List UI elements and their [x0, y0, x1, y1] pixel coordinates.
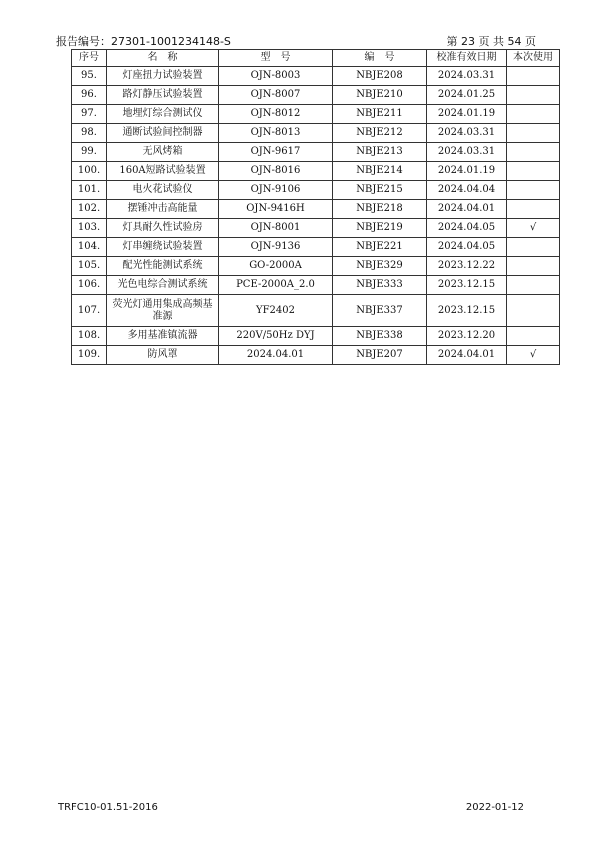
- cell-index: 99.: [72, 143, 107, 162]
- cell-date: 2024.03.31: [427, 67, 507, 86]
- cell-used: [507, 162, 560, 181]
- cell-index: 96.: [72, 86, 107, 105]
- cell-name: 无风烤箱: [107, 143, 219, 162]
- cell-code: NBJE215: [333, 181, 427, 200]
- cell-index: 103.: [72, 219, 107, 238]
- cell-model: OJN-9416H: [219, 200, 333, 219]
- table-row: [72, 181, 560, 200]
- cell-index: 108.: [72, 327, 107, 346]
- cell-code: NBJE219: [333, 219, 427, 238]
- cell-code: NBJE211: [333, 105, 427, 124]
- equipment-table: [71, 49, 560, 365]
- cell-index: 105.: [72, 257, 107, 276]
- col-header-model: 型 号: [219, 50, 333, 67]
- cell-index: 100.: [72, 162, 107, 181]
- cell-model: OJN-8012: [219, 105, 333, 124]
- col-header-name: 名 称: [107, 50, 219, 67]
- cell-code: NBJE221: [333, 238, 427, 257]
- cell-used: [507, 327, 560, 346]
- cell-name: 地埋灯综合测试仪: [107, 105, 219, 124]
- cell-name: 灯具耐久性试验房: [107, 219, 219, 238]
- form-code: TRFC10-01.51-2016: [58, 802, 158, 813]
- col-header-used: 本次使用: [507, 50, 560, 67]
- cell-date: 2024.01.19: [427, 162, 507, 181]
- cell-used: [507, 238, 560, 257]
- cell-used: [507, 67, 560, 86]
- cell-name: 160A短路试验装置: [107, 162, 219, 181]
- cell-index: 95.: [72, 67, 107, 86]
- cell-code: NBJE214: [333, 162, 427, 181]
- cell-name: 摆锤冲击高能量: [107, 200, 219, 219]
- cell-code: NBJE210: [333, 86, 427, 105]
- cell-code: NBJE218: [333, 200, 427, 219]
- cell-used: √: [507, 346, 560, 365]
- table-row: [72, 295, 560, 327]
- cell-code: NBJE213: [333, 143, 427, 162]
- cell-model: PCE-2000A_2.0: [219, 276, 333, 295]
- cell-name: 荧光灯通用集成高频基准源: [107, 295, 219, 327]
- cell-model: OJN-9617: [219, 143, 333, 162]
- cell-used: [507, 276, 560, 295]
- table-row: [72, 346, 560, 365]
- cell-date: 2023.12.20: [427, 327, 507, 346]
- cell-code: NBJE329: [333, 257, 427, 276]
- cell-name: 配光性能测试系统: [107, 257, 219, 276]
- cell-used: [507, 86, 560, 105]
- cell-date: 2024.01.19: [427, 105, 507, 124]
- cell-index: 104.: [72, 238, 107, 257]
- cell-index: 101.: [72, 181, 107, 200]
- cell-model: GO-2000A: [219, 257, 333, 276]
- col-header-calibration-date: 校准有效日期: [427, 50, 507, 67]
- cell-index: 102.: [72, 200, 107, 219]
- cell-date: 2024.01.25: [427, 86, 507, 105]
- cell-name: 灯串缠绕试验装置: [107, 238, 219, 257]
- cell-model: 2024.04.01: [219, 346, 333, 365]
- cell-date: 2024.03.31: [427, 143, 507, 162]
- cell-name: 通断试验间控制器: [107, 124, 219, 143]
- cell-date: 2024.04.04: [427, 181, 507, 200]
- cell-date: 2023.12.22: [427, 257, 507, 276]
- cell-date: 2023.12.15: [427, 276, 507, 295]
- cell-date: 2024.04.05: [427, 238, 507, 257]
- cell-model: OJN-8007: [219, 86, 333, 105]
- table-row: [72, 162, 560, 181]
- cell-model: OJN-9106: [219, 181, 333, 200]
- col-header-code: 编 号: [333, 50, 427, 67]
- cell-model: OJN-8013: [219, 124, 333, 143]
- cell-name: 电火花试验仪: [107, 181, 219, 200]
- cell-used: [507, 143, 560, 162]
- table-row: [72, 276, 560, 295]
- cell-used: [507, 181, 560, 200]
- table-row: [72, 200, 560, 219]
- cell-index: 97.: [72, 105, 107, 124]
- cell-model: OJN-8001: [219, 219, 333, 238]
- col-header-index: 序号: [72, 50, 107, 67]
- cell-date: 2024.04.05: [427, 219, 507, 238]
- cell-code: NBJE337: [333, 295, 427, 327]
- cell-name: 防风罩: [107, 346, 219, 365]
- table-row: [72, 327, 560, 346]
- cell-model: 220V/50Hz DYJ: [219, 327, 333, 346]
- table-row: [72, 143, 560, 162]
- table-row: [72, 86, 560, 105]
- cell-model: OJN-8016: [219, 162, 333, 181]
- cell-date: 2024.03.31: [427, 124, 507, 143]
- cell-index: 98.: [72, 124, 107, 143]
- table-row: [72, 105, 560, 124]
- cell-model: YF2402: [219, 295, 333, 327]
- cell-name: 路灯静压试验装置: [107, 86, 219, 105]
- cell-used: [507, 295, 560, 327]
- cell-code: NBJE212: [333, 124, 427, 143]
- cell-code: NBJE338: [333, 327, 427, 346]
- cell-used: [507, 257, 560, 276]
- cell-code: NBJE207: [333, 346, 427, 365]
- cell-model: OJN-9136: [219, 238, 333, 257]
- cell-model: OJN-8003: [219, 67, 333, 86]
- cell-name: 多用基准镇流器: [107, 327, 219, 346]
- table-row: [72, 257, 560, 276]
- table-row: [72, 67, 560, 86]
- cell-code: NBJE208: [333, 67, 427, 86]
- cell-date: 2024.04.01: [427, 200, 507, 219]
- cell-code: NBJE333: [333, 276, 427, 295]
- cell-used: [507, 105, 560, 124]
- cell-index: 109.: [72, 346, 107, 365]
- cell-index: 107.: [72, 295, 107, 327]
- page-info: 第 23 页 共 54 页: [446, 35, 536, 48]
- table-row: [72, 238, 560, 257]
- table-header-row: [72, 50, 560, 67]
- table-row: [72, 219, 560, 238]
- footer-date: 2022-01-12: [465, 802, 524, 813]
- cell-date: 2023.12.15: [427, 295, 507, 327]
- cell-name: 光色电综合测试系统: [107, 276, 219, 295]
- cell-index: 106.: [72, 276, 107, 295]
- report-number: 报告编号：27301-1001234148-S: [56, 35, 231, 48]
- cell-used: [507, 200, 560, 219]
- cell-used: [507, 124, 560, 143]
- table-row: [72, 124, 560, 143]
- cell-name: 灯座扭力试验装置: [107, 67, 219, 86]
- cell-used: √: [507, 219, 560, 238]
- cell-date: 2024.04.01: [427, 346, 507, 365]
